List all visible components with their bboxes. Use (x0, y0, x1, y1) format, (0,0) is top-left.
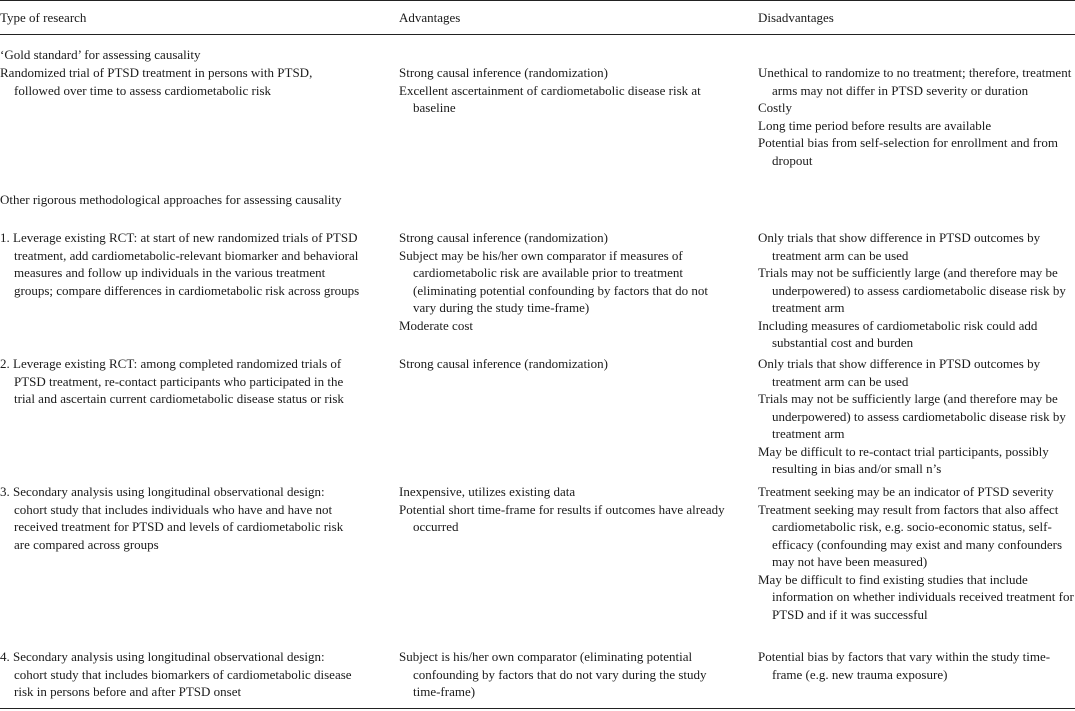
section-title-other-approaches (0, 191, 355, 209)
advantage-item: Subject may be his/her own comparator if measures of cardiometabolic risk are available prior to treatment (eliminating potential confounding by factors that do not vary during the study time-frame) (399, 247, 708, 315)
gold-disadvantages-cell (758, 64, 1075, 169)
disadvantage-item: Potential bias by factors that vary within the study time-frame (e.g. new trauma exposure) (758, 649, 1051, 682)
row3-research-cell (0, 483, 360, 553)
gold-advantages-cell (399, 64, 734, 117)
row3-advantages-cell (399, 483, 729, 536)
row2-advantages-cell (399, 355, 734, 373)
gold-research-cell (0, 64, 355, 99)
row4-research-cell (0, 648, 360, 701)
header-rule (0, 34, 1075, 35)
bottom-rule (0, 708, 1075, 709)
header-advantages: Advantages (399, 10, 461, 25)
gold-advantage-item: Excellent ascertainment of cardiometabolic disease risk at baseline (399, 82, 701, 115)
row-research: 3. Secondary analysis using longitudinal observational design: cohort study that includes individuals who have and have not received treatment for PTSD and levels of cardiometabolic risk are compared across groups (0, 484, 344, 552)
gold-disadvantage-item: Costly (758, 100, 792, 115)
advantage-item: Strong causal inference (randomization) (399, 230, 608, 245)
disadvantage-item: May be difficult to find existing studies that include information on whether individuals received treatment for PTSD and if it was successful (758, 571, 1074, 622)
row-research: 2. Leverage existing RCT: among completed randomized trials of PTSD treatment, re-contact participants who participated in the trial and ascertain current cardiometabolic disease status or risk (0, 356, 344, 406)
header-disadvantages: Disadvantages (758, 10, 834, 25)
row1-disadvantages-cell (758, 229, 1075, 352)
advantage-item: Moderate cost (399, 317, 474, 333)
disadvantage-item: Trials may not be sufficiently large (and therefore may be underpowered) to assess cardiometabolic disease risk by treatment arm (758, 265, 1066, 315)
disadvantage-item: Treatment seeking may result from factors that also affect cardiometabolic risk, e.g. socio-economic status, self-efficacy (confounding may exist and many confounders may not have been measured) (758, 501, 1062, 569)
row4-advantages-cell (399, 648, 734, 701)
top-rule (0, 0, 1075, 1)
advantage-item: Inexpensive, utilizes existing data (399, 484, 576, 499)
row2-disadvantages-cell (758, 355, 1075, 478)
row2-research-cell (0, 355, 360, 408)
advantage-item: Potential short time-frame for results if outcomes have already occurred (399, 501, 725, 534)
other-title-text: Other rigorous methodological approaches for assessing causality (0, 192, 342, 207)
gold-research: Randomized trial of PTSD treatment in persons with PTSD, followed over time to assess cardiometabolic risk (0, 65, 313, 98)
advantage-item: Strong causal inference (randomization) (399, 356, 608, 371)
header-type-of-research: Type of research (0, 10, 87, 25)
gold-disadvantage-item: Long time period before results are available (758, 117, 992, 133)
gold-advantage-item: Strong causal inference (randomization) (399, 65, 608, 80)
disadvantage-item: Treatment seeking may be an indicator of PTSD severity (758, 484, 1054, 499)
row1-research-cell (0, 229, 360, 299)
disadvantage-item: Trials may not be sufficiently large (and therefore may be underpowered) to assess cardiometabolic disease risk by treatment arm (758, 391, 1066, 441)
disadvantage-item: Only trials that show difference in PTSD outcomes by treatment arm can be used (758, 230, 1041, 263)
row3-disadvantages-cell (758, 483, 1075, 623)
advantage-item: Subject is his/her own comparator (eliminating potential confounding by factors that do not vary during the study time-frame) (399, 649, 707, 699)
section-title-gold-standard: ‘Gold standard’ for assessing causality (0, 47, 201, 62)
gold-disadvantage-item: Unethical to randomize to no treatment; therefore, treatment arms may not differ in PTSD severity or duration (758, 65, 1072, 98)
row-research: 4. Secondary analysis using longitudinal observational design: cohort study that includes biomarkers of cardiometabolic disease risk in persons before and after PTSD onset (0, 649, 352, 699)
disadvantage-item: Including measures of cardiometabolic risk could add substantial cost and burden (758, 317, 1038, 350)
gold-disadvantage-item: Potential bias from self-selection for enrollment and from dropout (758, 135, 1058, 168)
disadvantage-item: May be difficult to re-contact trial participants, possibly resulting in bias and/or small n’s (758, 443, 1049, 476)
disadvantage-item: Only trials that show difference in PTSD outcomes by treatment arm can be used (758, 356, 1041, 389)
row4-disadvantages-cell (758, 648, 1075, 683)
row1-advantages-cell (399, 229, 729, 334)
row-research: 1. Leverage existing RCT: at start of new randomized trials of PTSD treatment, add cardiometabolic-relevant biomarker and behavioral measures and follow up individuals in the various treatment groups; compare differences in cardiometabolic risk across groups (0, 230, 360, 298)
